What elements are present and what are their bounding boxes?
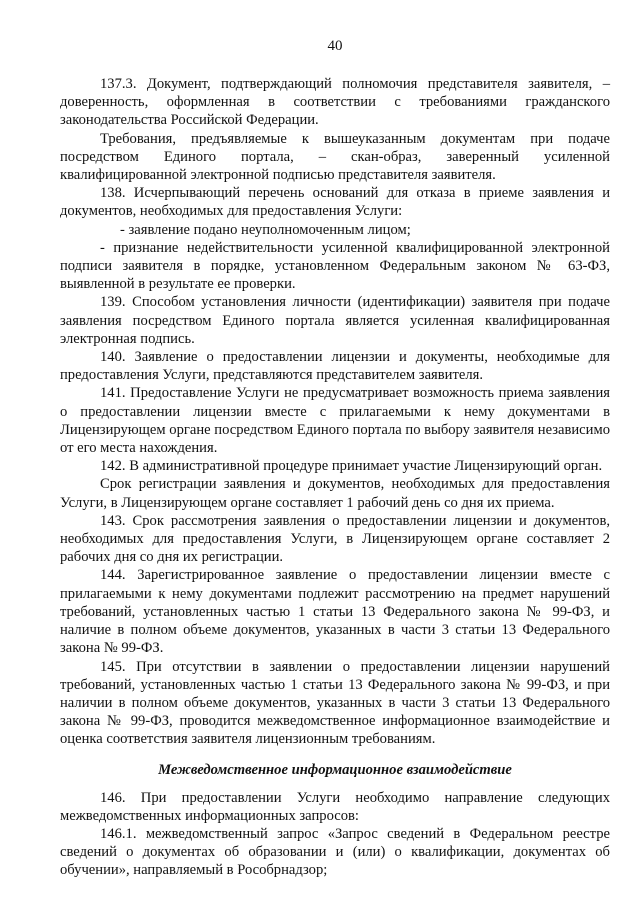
paragraph-registration-term: Срок регистрации заявления и документов, необходимых для предоставления Услуги, в Лицензирующем органе составляет 1 рабочий день со дня их приема. — [60, 476, 610, 511]
paragraph-143: 143. Срок рассмотрения заявления о предоставлении лицензии и документов, необходимых для предоставления Услуги, в Лицензирующем органе составляет 2 рабочих дня со дня их регистрации. — [60, 512, 610, 566]
paragraph-142: 142. В административной процедуре принимает участие Лицензирующий орган. — [100, 458, 603, 475]
paragraph-requirements: Требования, предъявляемые к вышеуказанным документам при подаче посредством Единого портала, – скан-образ, заверенный усиленной квалифицированной электронной подписью представителя заявителя. — [60, 130, 610, 184]
paragraph-139: 139. Способом установления личности (идентификации) заявителя при подаче заявления посредством Единого портала является усиленная квалифицированная электронная подпись. — [60, 294, 610, 347]
paragraph-137-3: 137.3. Документ, подтверждающий полномочия представителя заявителя, – доверенность, оформленная в соответствии с требованиями гражданского законодательства Российской Федерации. — [60, 76, 610, 129]
page-number: 40 — [327, 38, 343, 54]
paragraph-145: 145. При отсутствии в заявлении о предоставлении лицензии нарушений требований, установленных частью 1 статьи 13 Федерального закона № 99-ФЗ, и при наличии в полном объеме документов, указанных в части 3 статьи 13 Федерального закона № 99-ФЗ, проводится межведомственное информационное взаимодействие и оценка соответствия заявителя лицензионным требованиям. — [60, 658, 610, 748]
section-heading: Межведомственное информационное взаимодействие — [158, 761, 512, 778]
paragraph-138: 138. Исчерпывающий перечень оснований для отказа в приеме заявления и документов, необходимых для предоставления Услуги: — [60, 185, 610, 220]
paragraph-141: 141. Предоставление Услуги не предусматривает возможность приема заявления о предоставлении лицензии вместе с прилагаемыми к нему документами в Лицензирующем органе посредством Единого портала по выбору заявителя независимо от его места нахождения. — [60, 385, 610, 457]
paragraph-146-1: 146.1. межведомственный запрос «Запрос сведений в Федеральном реестре сведений о документах об образовании и (или) о квалификации, документах об обучении», направляемый в Рособрнадзор; — [60, 825, 610, 879]
paragraph-144: 144. Зарегистрированное заявление о предоставлении лицензии вместе с прилагаемыми к нему документами подлежит рассмотрению на предмет нарушений требований, установленных частью 1 статьи 13 Федерального закона № 99-ФЗ, и наличие в полном объеме документов, указанных в части 3 статьи 13 Федерального закона № 99-ФЗ. — [60, 567, 610, 657]
list-item-unauthorized: - заявление подано неуполномоченным лицом; — [120, 221, 411, 238]
list-item-signature-invalid: - признание недействительности усиленной квалифицированной электронной подписи заявителя в порядке, установленном Федеральным законом № 63-ФЗ, выявленной в результате ее проверки. — [60, 239, 610, 293]
paragraph-146: 146. При предоставлении Услуги необходимо направление следующих межведомственных информационных запросов: — [60, 789, 610, 824]
paragraph-140: 140. Заявление о предоставлении лицензии и документы, необходимые для предоставления Услуги, представляются представителем заявителя. — [60, 349, 610, 384]
